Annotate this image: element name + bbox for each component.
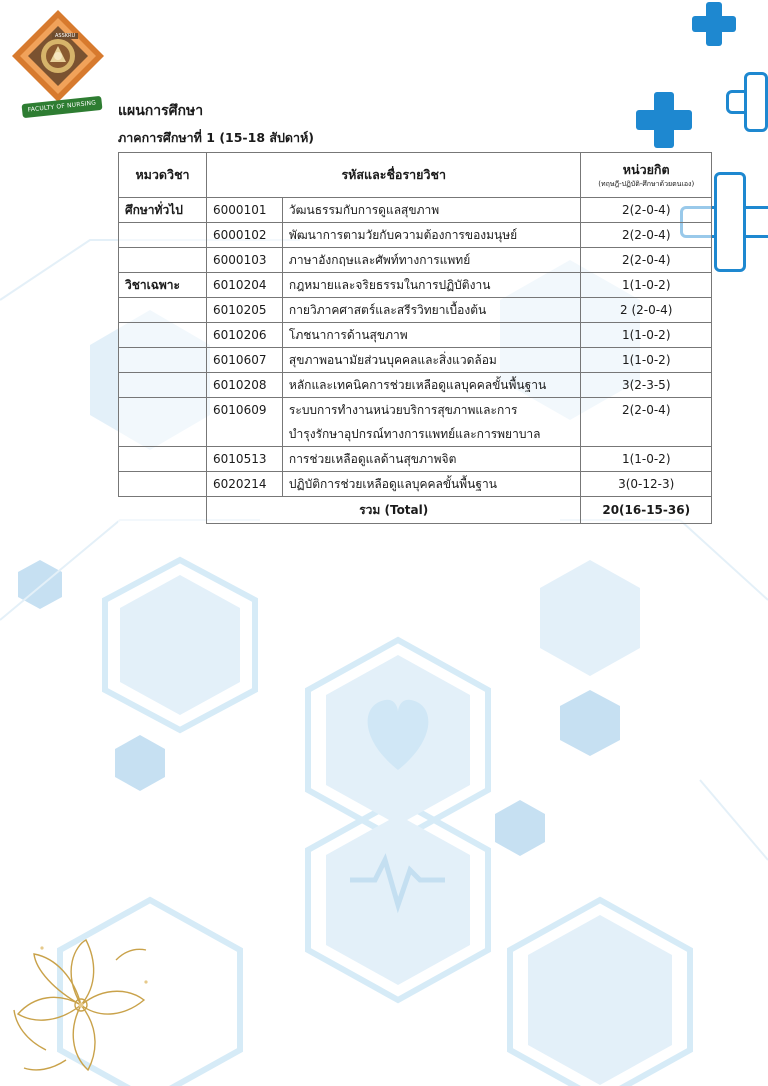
- table-row: [119, 323, 712, 348]
- course-code: 6000103: [207, 248, 283, 273]
- table-row: [119, 398, 712, 447]
- course-name: การช่วยเหลือดูแลด้านสุขภาพจิต: [282, 447, 581, 472]
- header-credits: [581, 153, 712, 198]
- course-credits: 2(2-0-4): [581, 223, 712, 248]
- course-name-line-2: บำรุงรักษาอุปกรณ์ทางการแพทย์และการพยาบาล: [288, 427, 541, 441]
- course-name-line-1: ระบบการทำงานหน่วยบริการสุขภาพและการ: [288, 403, 518, 417]
- plus-outline-icon: [726, 72, 768, 132]
- nursing-faculty-emblem-icon: [8, 8, 108, 110]
- course-code: 6010607: [207, 348, 283, 373]
- table-row: [119, 447, 712, 472]
- header-course: รหัสและชื่อรายวิชา: [207, 153, 581, 198]
- course-name: [282, 398, 581, 447]
- course-name: วัฒนธรรมกับการดูแลสุขภาพ: [282, 198, 581, 223]
- table-row: [119, 273, 712, 298]
- category-cell: [119, 373, 207, 398]
- course-name: กฎหมายและจริยธรรมในการปฏิบัติงาน: [282, 273, 581, 298]
- course-credits: 1(1-0-2): [581, 348, 712, 373]
- course-credits: 1(1-0-2): [581, 323, 712, 348]
- category-cell: [119, 298, 207, 323]
- emblem-text: ASSKRU: [52, 33, 78, 39]
- table-row: [119, 248, 712, 273]
- course-name: สุขภาพอนามัยส่วนบุคคลและสิ่งแวดล้อม: [282, 348, 581, 373]
- category-cell: [119, 223, 207, 248]
- plus-icon: [692, 2, 736, 46]
- course-code: 6010206: [207, 323, 283, 348]
- total-credits: 20(16-15-36): [581, 497, 712, 524]
- category-cell: [119, 323, 207, 348]
- course-code: 6020214: [207, 472, 283, 497]
- category-cell: [119, 472, 207, 497]
- header-category: หมวดวิชา: [119, 153, 207, 198]
- header-credits-note: (ทฤษฎี-ปฏิบัติ-ศึกษาด้วยตนเอง): [598, 180, 695, 188]
- course-code: 6000102: [207, 223, 283, 248]
- table-row: [119, 348, 712, 373]
- page-title: แผนการศึกษา: [118, 103, 204, 119]
- course-credits: 1(1-0-2): [581, 273, 712, 298]
- course-credits: 2(2-0-4): [581, 248, 712, 273]
- course-name: หลักและเทคนิคการช่วยเหลือดูแลบุคคลขั้นพื้นฐาน: [282, 373, 581, 398]
- study-plan-table: [118, 152, 712, 524]
- total-blank-cell: [119, 497, 207, 524]
- category-cell: [119, 398, 207, 447]
- course-code: 6010205: [207, 298, 283, 323]
- header-credits-label: หน่วยกิต: [622, 162, 670, 177]
- course-name: โภชนาการด้านสุขภาพ: [282, 323, 581, 348]
- total-label: รวม (Total): [207, 497, 581, 524]
- course-name: กายวิภาคศาสตร์และสรีรวิทยาเบื้องต้น: [282, 298, 581, 323]
- plus-icon: [636, 92, 692, 148]
- flower-decoration-icon: [6, 930, 156, 1080]
- course-name: พัฒนาการตามวัยกับความต้องการของมนุษย์: [282, 223, 581, 248]
- table-row: [119, 373, 712, 398]
- category-cell: [119, 348, 207, 373]
- table-row: [119, 198, 712, 223]
- table-row: [119, 472, 712, 497]
- logo-banner: FACULTY OF NURSING: [21, 96, 102, 118]
- course-code: 6010208: [207, 373, 283, 398]
- course-code: 6010204: [207, 273, 283, 298]
- course-code: 6000101: [207, 198, 283, 223]
- category-cell: [119, 447, 207, 472]
- table-header-row: [119, 153, 712, 198]
- faculty-logo: [8, 8, 108, 114]
- course-credits: 2(2-0-4): [581, 198, 712, 223]
- course-credits: 2 (2-0-4): [581, 298, 712, 323]
- course-code: 6010513: [207, 447, 283, 472]
- semester-subtitle: ภาคการศึกษาที่ 1 (15-18 สัปดาห์): [118, 130, 315, 145]
- course-credits: 3(2-3-5): [581, 373, 712, 398]
- course-credits: 2(2-0-4): [581, 398, 712, 447]
- table-row: [119, 223, 712, 248]
- course-name: ปฏิบัติการช่วยเหลือดูแลบุคคลขั้นพื้นฐาน: [282, 472, 581, 497]
- category-cell: [119, 248, 207, 273]
- table-row: [119, 298, 712, 323]
- total-row: [119, 497, 712, 524]
- course-credits: 1(1-0-2): [581, 447, 712, 472]
- course-name: ภาษาอังกฤษและศัพท์ทางการแพทย์: [282, 248, 581, 273]
- category-specific: วิชาเฉพาะ: [119, 273, 207, 298]
- category-general: ศึกษาทั่วไป: [119, 198, 207, 223]
- course-credits: 3(0-12-3): [581, 472, 712, 497]
- course-code: 6010609: [207, 398, 283, 447]
